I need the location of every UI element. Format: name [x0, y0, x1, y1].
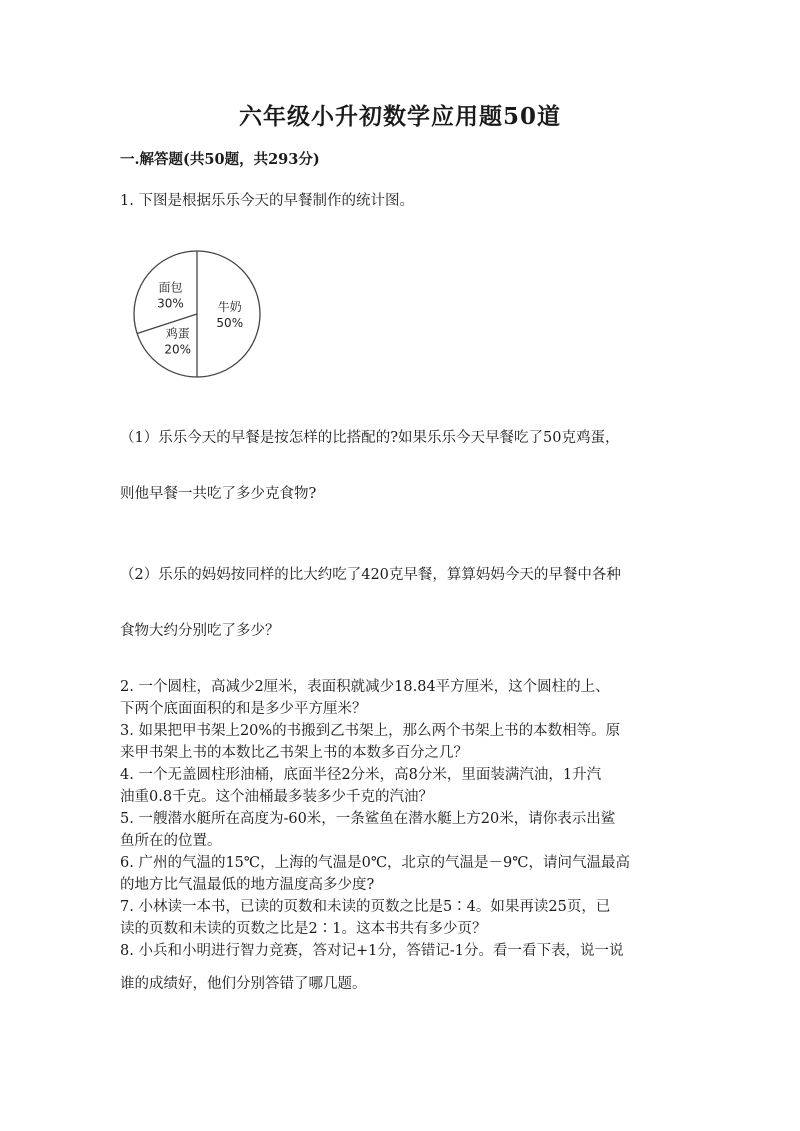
- question-line: 6. 广州的气温的15℃，上海的气温是0℃，北京的气温是－9℃，请问气温最高: [120, 855, 631, 871]
- question-line: 8. 小兵和小明进行智力竞赛，答对记+1分，答错记-1分。看一看下表，说一说: [120, 943, 624, 959]
- question-1-part1-line1: （1）乐乐今天的早餐是按怎样的比搭配的?如果乐乐今天早餐吃了50克鸡蛋，: [120, 430, 620, 446]
- pie-slice-label-2: 面包: [158, 280, 183, 295]
- pie-slice-label-0: 牛奶: [217, 300, 242, 314]
- question-line: 2. 一个圆柱，高减少2厘米，表面积就减少18.84平方厘米，这个圆柱的上、: [120, 679, 610, 695]
- question-line: 7. 小林读一本书，已读的页数和未读的页数之比是5∶4。如果再读25页，已: [120, 899, 611, 915]
- question-line: 读的页数和未读的页数之比是2∶1。这本书共有多少页？: [120, 921, 487, 937]
- breakfast-pie-chart: [128, 245, 266, 383]
- question-line: 4. 一个无盖圆柱形油桶，底面半径2分米，高8分米，里面装满汽油，1升汽: [120, 767, 602, 783]
- question-1-stem: 1. 下图是根据乐乐今天的早餐制作的统计图。: [120, 193, 414, 209]
- pie-slice-value-1: 20%: [164, 342, 192, 357]
- section-heading: 一.解答题(共50题，共293分): [120, 151, 320, 168]
- question-line: 来甲书架上书的本数比乙书架上书的本数多百分之几？: [120, 745, 468, 761]
- question-line: 谁的成绩好，他们分别答错了哪几题。: [120, 976, 367, 992]
- question-line: 鱼所在的位置。: [120, 833, 222, 849]
- question-line: 5. 一艘潜水艇所在高度为-60米，一条鲨鱼在潜水艇上方20米，请你表示出鲨: [120, 811, 616, 827]
- pie-slice-value-2: 30%: [157, 296, 184, 311]
- question-1-part1-line2: 则他早餐一共吃了多少克食物?: [120, 486, 317, 502]
- question-line: 下两个底面面积的和是多少平方厘米？: [120, 701, 367, 717]
- question-line: 3. 如果把甲书架上20%的书搬到乙书架上，那么两个书架上书的本数相等。原: [120, 723, 621, 739]
- question-1-part2-line1: （2）乐乐的妈妈按同样的比大约吃了420克早餐，算算妈妈今天的早餐中各种: [120, 567, 621, 583]
- pie-slice-value-0: 50%: [216, 316, 244, 330]
- question-line: 油重0.8千克。这个油桶最多装多少千克的汽油？: [120, 789, 434, 805]
- question-1-part2-line2: 食物大约分别吃了多少？: [120, 623, 280, 639]
- page-title: 六年级小升初数学应用题50道: [238, 103, 561, 130]
- pie-slice-label-1: 鸡蛋: [165, 326, 190, 341]
- question-line: 的地方比气温最低的地方温度高多少度?: [120, 877, 375, 893]
